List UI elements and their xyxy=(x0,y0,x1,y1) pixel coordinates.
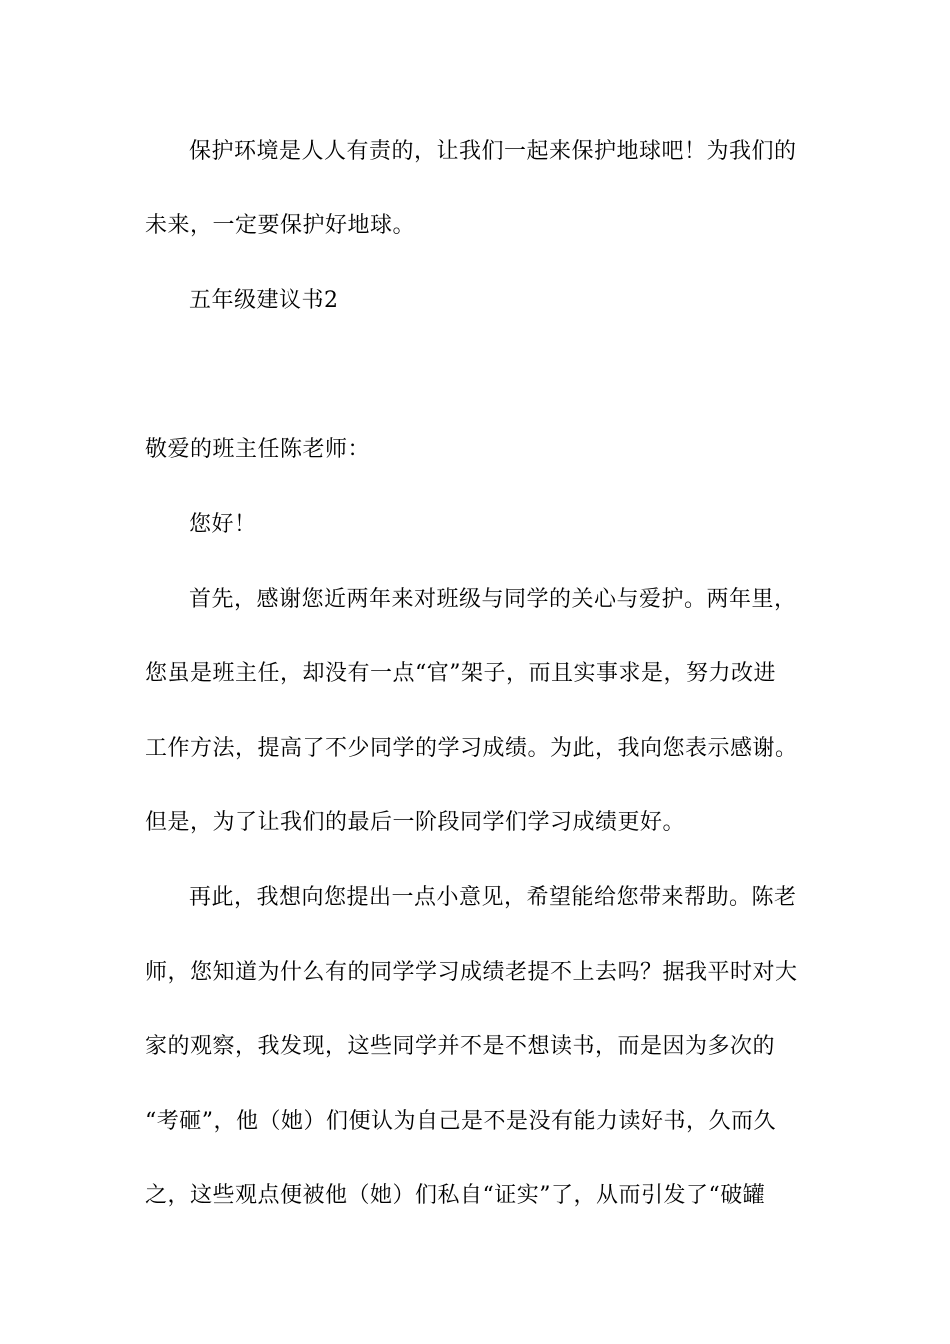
paragraph-line: 保护环境是人人有责的，让我们一起来保护地球吧！为我们的 xyxy=(189,139,797,164)
salutation: 敬爱的班主任陈老师： xyxy=(145,437,371,462)
paragraph-line: 师，您知道为什么有的同学学习成绩老提不上去吗？据我平时对大 xyxy=(145,960,798,985)
greeting: 您好！ xyxy=(189,512,257,537)
paragraph-line: 但是，为了让我们的最后一阶段同学们学习成绩更好。 xyxy=(145,810,686,835)
paragraph-line: 之，这些观点便被他（她）们私自“证实”了，从而引发了“破罐 xyxy=(145,1183,766,1208)
paragraph-line: “考砸”，他（她）们便认为自己是不是没有能力读好书，久而久 xyxy=(145,1109,776,1134)
paragraph-line: 未来，一定要保护好地球。 xyxy=(145,213,416,238)
paragraph-line: 您虽是班主任，却没有一点“官”架子，而且实事求是，努力改进 xyxy=(145,661,776,686)
section-heading: 五年级建议书2 xyxy=(189,288,339,313)
paragraph-line: 首先，感谢您近两年来对班级与同学的关心与爱护。两年里， xyxy=(189,587,797,612)
paragraph-line: 工作方法，提高了不少同学的学习成绩。为此，我向您表示感谢。 xyxy=(145,736,798,761)
paragraph-line: 家的观察，我发现，这些同学并不是不想读书，而是因为多次的 xyxy=(145,1034,776,1059)
paragraph-line: 再此，我想向您提出一点小意见，希望能给您带来帮助。陈老 xyxy=(189,885,797,910)
